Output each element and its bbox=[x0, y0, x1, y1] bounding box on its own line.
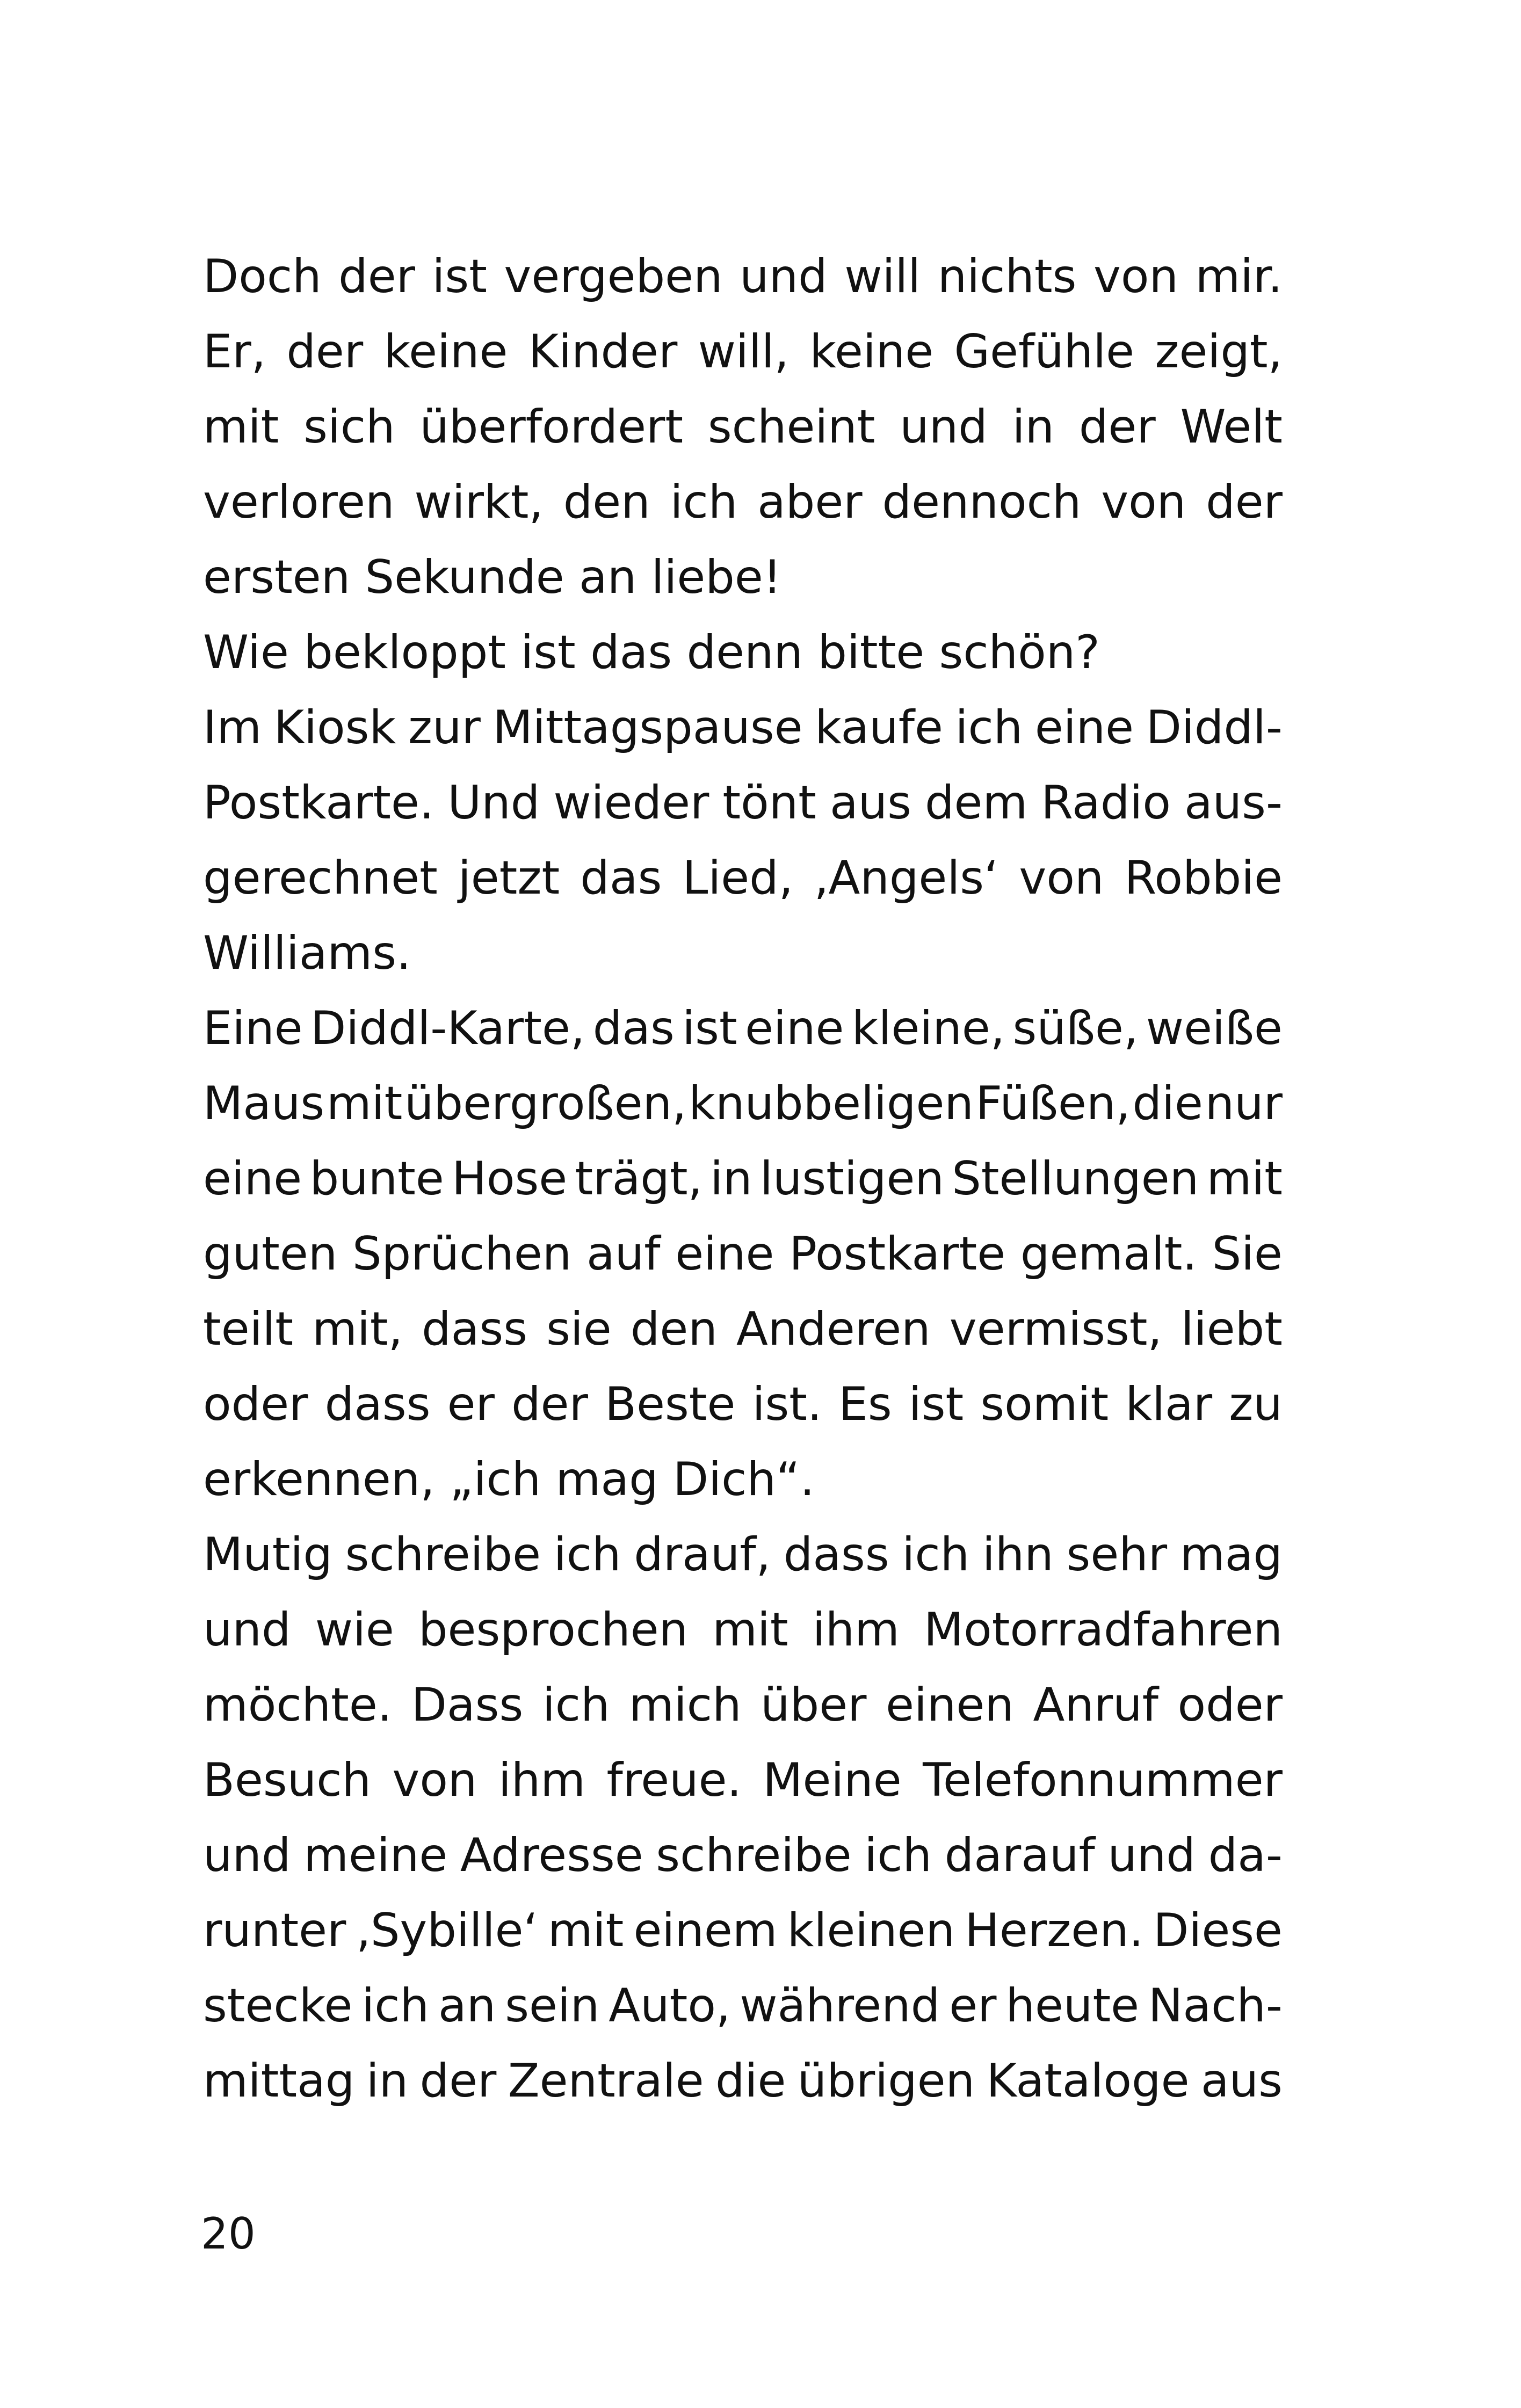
word: Radio bbox=[1041, 776, 1171, 830]
word: zur bbox=[408, 701, 481, 755]
word: ich bbox=[542, 1678, 610, 1732]
word: oder bbox=[1177, 1678, 1283, 1732]
word: aus bbox=[829, 776, 911, 830]
page-number: 20 bbox=[201, 2209, 256, 2259]
word: die bbox=[715, 2054, 786, 2108]
word: eine bbox=[675, 1227, 774, 1281]
word: dem bbox=[924, 776, 1028, 830]
word: bunte bbox=[309, 1152, 444, 1206]
word: verloren bbox=[203, 475, 395, 529]
word: Auto, bbox=[609, 1979, 731, 2033]
word: in bbox=[710, 1152, 752, 1206]
word: klar bbox=[1125, 1377, 1213, 1431]
word: ihm bbox=[498, 1753, 586, 1807]
word: scheint bbox=[707, 400, 875, 454]
text-line bbox=[203, 1667, 1283, 1743]
word: Motorradfahren bbox=[923, 1603, 1283, 1657]
word: Kinder bbox=[528, 325, 678, 379]
text-line bbox=[203, 1893, 1283, 1968]
word: Herzen. bbox=[965, 1904, 1144, 1957]
word: ‚Sybille‘ bbox=[356, 1904, 538, 1957]
text-line bbox=[203, 1066, 1283, 1141]
word: oder bbox=[203, 1377, 308, 1431]
word: sehr bbox=[1066, 1528, 1168, 1582]
word: eine bbox=[745, 1002, 844, 1055]
word: er bbox=[447, 1377, 495, 1431]
word: Im bbox=[203, 701, 262, 755]
word: darauf bbox=[944, 1829, 1095, 1882]
text-line bbox=[203, 314, 1283, 389]
text-line bbox=[203, 1968, 1283, 2043]
word: trägt, bbox=[575, 1152, 702, 1206]
word: lustigen bbox=[760, 1152, 944, 1206]
word: Lied, bbox=[682, 851, 794, 905]
word: mag bbox=[1179, 1528, 1283, 1582]
word: ich bbox=[361, 1979, 430, 2033]
word: schreibe bbox=[345, 1528, 541, 1582]
word: zeigt, bbox=[1155, 325, 1283, 379]
word: und bbox=[203, 1603, 291, 1657]
word: Postkarte. bbox=[203, 776, 434, 830]
word: weiße bbox=[1146, 1002, 1283, 1055]
text-line bbox=[203, 1592, 1283, 1667]
word: Stellungen bbox=[952, 1152, 1199, 1206]
word: Robbie bbox=[1124, 851, 1283, 905]
word: guten bbox=[203, 1227, 338, 1281]
word: süße, bbox=[1012, 1002, 1139, 1055]
word: besprochen bbox=[418, 1603, 689, 1657]
word: dass bbox=[422, 1302, 527, 1356]
word: den bbox=[563, 475, 650, 529]
word: keine bbox=[383, 325, 508, 379]
word: von bbox=[1101, 475, 1186, 529]
word: eine bbox=[203, 1152, 302, 1206]
word: Kiosk bbox=[273, 701, 396, 755]
word: ich bbox=[670, 475, 738, 529]
word: Zentrale bbox=[508, 2054, 704, 2108]
word: einem bbox=[633, 1904, 778, 1957]
word: vergeben bbox=[504, 250, 723, 303]
word: ihn bbox=[982, 1528, 1054, 1582]
text-line bbox=[203, 1517, 1283, 1592]
word: der bbox=[1206, 475, 1283, 529]
word: knubbeligen bbox=[689, 1077, 974, 1130]
word: Diddl- bbox=[1146, 701, 1283, 755]
word: aber bbox=[757, 475, 863, 529]
word: ihm bbox=[812, 1603, 900, 1657]
text-line bbox=[203, 2043, 1283, 2119]
word: überfordert bbox=[419, 400, 684, 454]
word: dass bbox=[783, 1528, 889, 1582]
word: runter bbox=[203, 1904, 346, 1957]
word: will bbox=[844, 250, 921, 303]
text-line: Williams. bbox=[203, 926, 411, 980]
word: drauf, bbox=[634, 1528, 771, 1582]
word: gemalt. bbox=[1020, 1227, 1197, 1281]
word: Adresse bbox=[460, 1829, 643, 1882]
word: kleinen bbox=[787, 1904, 955, 1957]
word: der bbox=[1078, 400, 1156, 454]
word: die bbox=[1132, 1077, 1203, 1130]
word: Postkarte bbox=[789, 1227, 1006, 1281]
word: Diese bbox=[1153, 1904, 1283, 1957]
word: Beste bbox=[605, 1377, 736, 1431]
word: der bbox=[419, 2054, 497, 2108]
word: Meine bbox=[763, 1753, 902, 1807]
word: vermisst, bbox=[949, 1302, 1162, 1356]
word: Hose bbox=[452, 1152, 568, 1206]
word: und bbox=[203, 1829, 291, 1882]
word: und bbox=[1107, 1829, 1196, 1882]
word: stecke bbox=[203, 1979, 353, 2033]
word: will, bbox=[698, 325, 789, 379]
word: wie bbox=[315, 1603, 394, 1657]
word: freue. bbox=[606, 1753, 742, 1807]
word: von bbox=[1019, 851, 1104, 905]
word: somit bbox=[980, 1377, 1109, 1431]
word: Dass bbox=[411, 1678, 524, 1732]
word: der bbox=[511, 1377, 588, 1431]
word: Sie bbox=[1212, 1227, 1283, 1281]
text-line bbox=[203, 1367, 1283, 1442]
word: mir. bbox=[1195, 250, 1283, 303]
word: Anruf bbox=[1033, 1678, 1158, 1732]
text-line bbox=[203, 1216, 1283, 1292]
word: Er, bbox=[203, 325, 266, 379]
word: übergroßen, bbox=[404, 1077, 687, 1130]
word: über bbox=[760, 1678, 867, 1732]
word: meine bbox=[303, 1829, 448, 1882]
word: kaufe bbox=[815, 701, 943, 755]
word: der bbox=[338, 250, 415, 303]
word: während bbox=[740, 1979, 940, 2033]
word: nur bbox=[1205, 1077, 1283, 1130]
text-line bbox=[203, 690, 1283, 765]
text-line bbox=[203, 991, 1283, 1066]
word: sie bbox=[546, 1302, 612, 1356]
word: Mittagspause bbox=[492, 701, 803, 755]
text-line bbox=[203, 765, 1283, 840]
text-line bbox=[203, 1141, 1283, 1216]
word: gerechnet bbox=[203, 851, 438, 905]
word: an bbox=[438, 1979, 496, 2033]
word: sein bbox=[505, 1979, 600, 2033]
word: übrigen bbox=[797, 2054, 975, 2108]
word: Telefonnummer bbox=[923, 1753, 1283, 1807]
word: ich bbox=[902, 1528, 970, 1582]
word: Welt bbox=[1180, 400, 1283, 454]
word: und bbox=[900, 400, 988, 454]
word: ich bbox=[553, 1528, 621, 1582]
word: mit bbox=[547, 1904, 624, 1957]
word: liebt bbox=[1180, 1302, 1283, 1356]
text-line bbox=[203, 1818, 1283, 1893]
word: wirkt, bbox=[414, 475, 544, 529]
text-line bbox=[203, 239, 1283, 314]
word: ist bbox=[908, 1377, 964, 1431]
word: in bbox=[1012, 400, 1055, 454]
text-line bbox=[203, 840, 1283, 916]
word: Eine bbox=[203, 1002, 303, 1055]
word: aus bbox=[1200, 2054, 1283, 2108]
word: Mutig bbox=[203, 1528, 332, 1582]
word: auf bbox=[586, 1227, 661, 1281]
word: in bbox=[366, 2054, 409, 2108]
word: eine bbox=[1034, 701, 1134, 755]
word: mit, bbox=[312, 1302, 403, 1356]
word: Und bbox=[447, 776, 540, 830]
text-line bbox=[203, 1292, 1283, 1367]
word: er bbox=[949, 1979, 997, 2033]
word: das bbox=[592, 1002, 675, 1055]
word: ‚Angels‘ bbox=[814, 851, 999, 905]
word: ich bbox=[955, 701, 1023, 755]
text-line: ersten Sekunde an liebe! bbox=[203, 550, 782, 604]
text-line bbox=[203, 465, 1283, 540]
word: teilt bbox=[203, 1302, 294, 1356]
word: einen bbox=[886, 1678, 1014, 1732]
word: von bbox=[1093, 250, 1178, 303]
text-line bbox=[203, 1743, 1283, 1818]
word: sich bbox=[303, 400, 395, 454]
word: da- bbox=[1208, 1829, 1283, 1882]
word: aus- bbox=[1184, 776, 1283, 830]
word: ich bbox=[864, 1829, 932, 1882]
word: mit bbox=[712, 1603, 788, 1657]
word: Diddl-Karte, bbox=[310, 1002, 585, 1055]
word: zu bbox=[1229, 1377, 1283, 1431]
word: Besuch bbox=[203, 1753, 372, 1807]
word: dass bbox=[324, 1377, 431, 1431]
text-line: erkennen, „ich mag Dich“. bbox=[203, 1453, 815, 1506]
word: mit bbox=[203, 400, 279, 454]
word: ist bbox=[432, 250, 487, 303]
word: Es bbox=[838, 1377, 892, 1431]
word: von bbox=[392, 1753, 477, 1807]
word: schreibe bbox=[656, 1829, 852, 1882]
word: mich bbox=[629, 1678, 742, 1732]
word: und bbox=[740, 250, 828, 303]
word: Maus bbox=[203, 1077, 325, 1130]
word: keine bbox=[809, 325, 934, 379]
word: mit bbox=[1206, 1152, 1283, 1206]
word: wieder bbox=[553, 776, 709, 830]
word: der bbox=[286, 325, 364, 379]
word: den bbox=[630, 1302, 718, 1356]
word: Gefühle bbox=[954, 325, 1135, 379]
word: dennoch bbox=[882, 475, 1082, 529]
word: ist. bbox=[752, 1377, 822, 1431]
word: mit bbox=[326, 1077, 403, 1130]
word: möchte. bbox=[203, 1678, 393, 1732]
word: Nach- bbox=[1148, 1979, 1283, 2033]
word: ist bbox=[682, 1002, 737, 1055]
word: heute bbox=[1005, 1979, 1140, 2033]
text-line bbox=[203, 389, 1283, 465]
word: Sprüchen bbox=[352, 1227, 572, 1281]
word: jetzt bbox=[458, 851, 560, 905]
word: mittag bbox=[203, 2054, 355, 2108]
word: kleine, bbox=[851, 1002, 1005, 1055]
word: tönt bbox=[722, 776, 816, 830]
word: Füßen, bbox=[975, 1077, 1131, 1130]
word: das bbox=[580, 851, 662, 905]
word: Kataloge bbox=[986, 2054, 1190, 2108]
word: Anderen bbox=[736, 1302, 931, 1356]
body-text bbox=[203, 239, 1283, 2119]
word: Doch bbox=[203, 250, 322, 303]
text-line: Wie bekloppt ist das denn bitte schön? bbox=[203, 626, 1100, 679]
word: nichts bbox=[937, 250, 1077, 303]
